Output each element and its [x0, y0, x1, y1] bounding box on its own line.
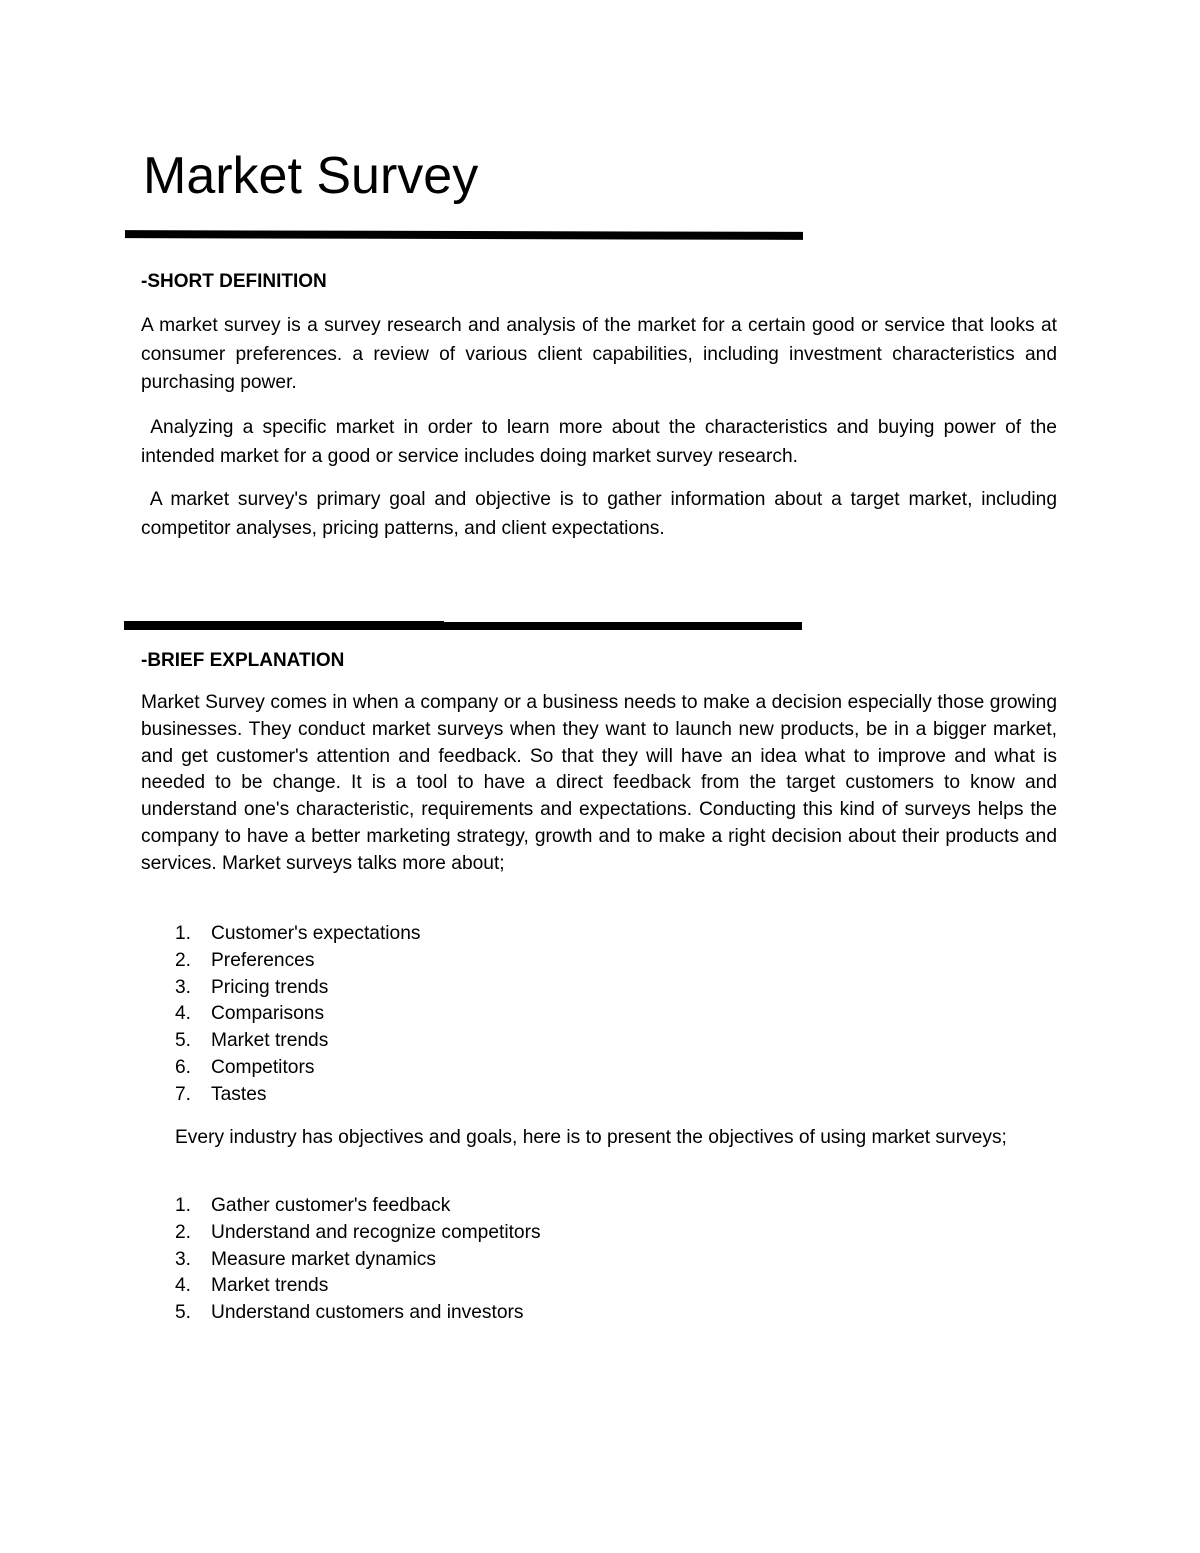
heading-brief-explanation: -BRIEF EXPLANATION: [141, 650, 345, 671]
definition-paragraph-1: A market survey is a survey research and analysis of the market for a certain good or service that looks at consumer preferences. a review of various client capabilities, including investment characteristics and purchasing power.: [141, 315, 1057, 393]
explanation-paragraph: Market Survey comes in when a company or a business needs to make a decision especially those growing businesses. They conduct market surveys when they want to launch new products, be in a bigger market, and get customer's attention and feedback. So that they will have an idea what to improve and what is needed to be change. It is a tool to have a direct feedback from the target customers to know and understand one's characteristic, requirements and expectations. Conducting this kind of surveys helps the company to have a better marketing strategy, growth and to make a right decision about their products and services. Market surveys talks more about;: [141, 692, 1057, 874]
objectives-list: [175, 1193, 541, 1327]
topics-list: [175, 921, 421, 1109]
heading-short-definition: -SHORT DEFINITION: [141, 271, 327, 292]
list-item: 7. Tastes: [175, 1083, 267, 1105]
list-item: 3. Pricing trends: [175, 976, 329, 998]
list-item: 6. Competitors: [175, 1056, 315, 1078]
list-item: 1. Customer's expectations: [175, 923, 421, 944]
list-item: 2. Understand and recognize competitors: [175, 1221, 541, 1243]
section-divider-top-accent: [125, 231, 273, 238]
definition-paragraph-2: Analyzing a specific market in order to learn more about the characteristics and buying power of the intended market for a good or service includes doing market survey research.: [141, 417, 1063, 467]
document-title: Market Survey: [143, 147, 479, 205]
list-item: 4. Market trends: [175, 1275, 329, 1297]
objectives-intro: Every industry has objectives and goals, here is to present the objectives of using market surveys;: [175, 1127, 1007, 1148]
definition-paragraph-3: A market survey's primary goal and objective is to gather information about a target market, including competitor analyses, pricing patterns, and client expectations.: [141, 489, 1063, 539]
list-item: 4. Comparisons: [175, 1003, 325, 1025]
list-item: 1. Gather customer's feedback: [175, 1195, 451, 1216]
list-item: 5. Market trends: [175, 1030, 329, 1052]
list-item: 5. Understand customers and investors: [175, 1302, 524, 1324]
list-item: 3. Measure market dynamics: [175, 1248, 436, 1270]
section-divider-middle-accent: [124, 621, 444, 628]
list-item: 2. Preferences: [175, 949, 315, 971]
